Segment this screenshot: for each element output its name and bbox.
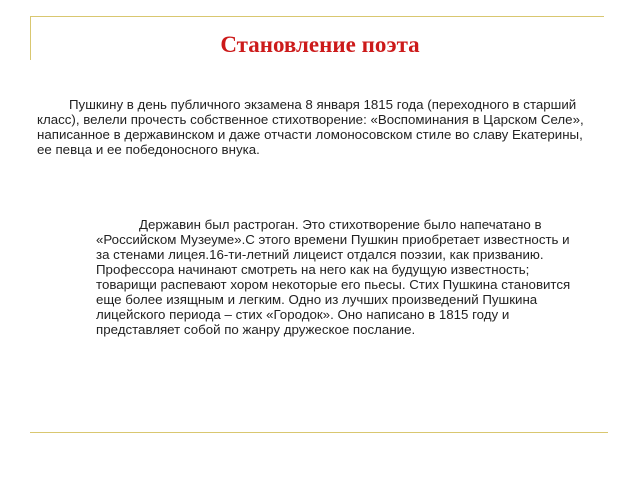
paragraph-2: Державин был растроган. Это стихотворение было напечатано в «Российском Музеуме».С этого времени Пушкин приобретает известность и за стенами лицея.16-ти-летний лицеист отдался поэзии, как призванию. Профессора начинают смотреть на него как на будущую известность; товарищи распевают хором некоторые его пьесы. Стих Пушкина становится еще более изящным и легким. Одно из лучших произведений Пушкина лицейского периода – стих «Городок». Оно написано в 1815 году и представляет собой по жанру дружеское послание. <box>96 217 571 337</box>
slide-title: Становление поэта <box>220 32 420 57</box>
paragraph-1: Пушкину в день публичного экзамена 8 января 1815 года (переходного в старший класс), велели прочесть собственное стихотворение: «Воспоминания в Царском Селе», написанное в державинском и даже отчасти ломоносовском стиле во славу Екатерины, ее певца и ее победоносного внука. <box>37 97 584 157</box>
bottom-divider <box>30 432 608 433</box>
top-divider <box>30 16 604 17</box>
